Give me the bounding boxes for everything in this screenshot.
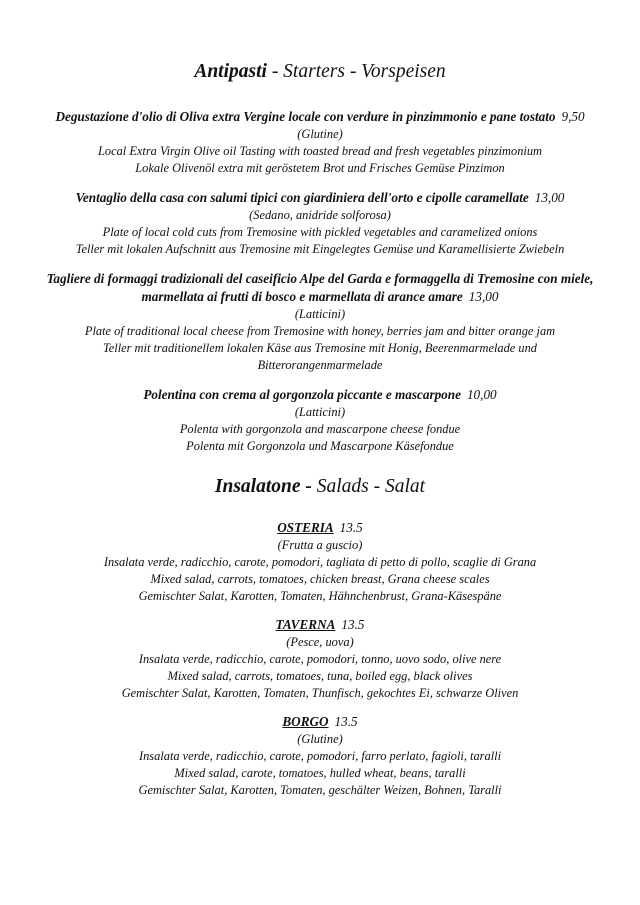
dish-price: 10,00: [466, 387, 497, 402]
dish-allergens: (Sedano, anidride solforosa): [249, 208, 391, 222]
dish-description-en: Plate of traditional local cheese from Tremosine with honey, berries jam and bitter orange jam: [84, 324, 556, 338]
salad-name: OSTERIA: [277, 520, 334, 535]
salad-osteria: [40, 519, 600, 605]
salad-price: 13.5: [341, 617, 365, 632]
salad-allergens: (Pesce, uova): [286, 635, 354, 649]
salad-description-en: Mixed salad, carrots, tomatoes, chicken breast, Grana cheese scales: [150, 572, 490, 586]
dish-polentina: [40, 386, 600, 455]
salad-allergens: (Glutine): [297, 732, 343, 746]
salad-description-de: Gemischter Salat, Karotten, Tomaten, Hähnchenbrust, Grana-Käsespäne: [138, 589, 502, 603]
dish-description-de: Polenta mit Gorgonzola und Mascarpone Käsefondue: [186, 439, 454, 453]
salad-description-it: Insalata verde, radicchio, carote, pomodori, tagliata di petto di pollo, scaglie di Grana: [103, 555, 537, 569]
salad-description-en: Mixed salad, carrots, tomatoes, tuna, boiled egg, black olives: [167, 669, 473, 683]
salad-description-it: Insalata verde, radicchio, carote, pomodori, farro perlato, fagioli, taralli: [138, 749, 502, 763]
dish-description-en: Local Extra Virgin Olive oil Tasting with toasted bread and fresh vegetables pinzimonium: [98, 144, 542, 158]
salad-price: 13.5: [339, 520, 363, 535]
dish-allergens: (Latticini): [294, 405, 346, 419]
salad-description-it: Insalata verde, radicchio, carote, pomodori, tonno, uovo sodo, olive nere: [138, 652, 502, 666]
dish-allergens: (Glutine): [297, 127, 343, 141]
dish-description-de: Teller mit traditionellem lokalen Käse aus Tremosine mit Honig, Beerenmarmelade und Bitterorangenmarmelade: [103, 341, 537, 372]
salad-allergens: (Frutta a guscio): [277, 538, 363, 552]
dish-allergens: (Latticini): [294, 307, 346, 321]
salad-price: 13.5: [334, 714, 358, 729]
dish-description-en: Plate of local cold cuts from Tremosine with pickled vegetables and caramelized onions: [102, 225, 538, 239]
dish-name: Degustazione d'olio di Oliva extra Vergine locale con verdure in pinzimmonio e pane tostato: [55, 109, 556, 124]
salad-name: TAVERNA: [275, 617, 336, 632]
dish-description-de: Teller mit lokalen Aufschnitt aus Tremosine mit Eingelegtes Gemüse und Karamellisierte Zwiebeln: [75, 242, 565, 256]
dish-price: 13,00: [534, 190, 565, 205]
salad-description-de: Gemischter Salat, Karotten, Tomaten, geschälter Weizen, Bohnen, Taralli: [138, 783, 502, 797]
salad-description-de: Gemischter Salat, Karotten, Tomaten, Thunfisch, gekochtes Ei, schwarze Oliven: [121, 686, 519, 700]
dish-name: Polentina con crema al gorgonzola piccante e mascarpone: [143, 387, 461, 402]
salad-taverna: [40, 616, 600, 702]
dish-name: Ventaglio della casa con salumi tipici con giardiniera dell'orto e cipolle caramellate: [75, 190, 529, 205]
dish-price: 13,00: [468, 289, 499, 304]
dish-degustazione-olio: [40, 108, 600, 177]
dish-ventaglio-casa: [40, 189, 600, 258]
salad-borgo: [40, 713, 600, 799]
dish-description-de: Lokale Olivenöl extra mit geröstetem Brot und Frisches Gemüse Pinzimon: [135, 161, 505, 175]
dish-tagliere-formaggi: [40, 270, 600, 374]
dish-name: Tagliere di formaggi tradizionali del caseificio Alpe del Garda e formaggella di Tremosine con miele, marmellata ai frutti di bosco e marmellata di arance amare: [46, 271, 594, 304]
salad-name: BORGO: [282, 714, 329, 729]
dish-price: 9,50: [561, 109, 585, 124]
insalatone-title: Insalatone - Salads - Salat: [214, 476, 426, 497]
dish-description-en: Polenta with gorgonzola and mascarpone cheese fondue: [179, 422, 461, 436]
antipasti-title: Antipasti - Starters - Vorspeisen: [194, 61, 446, 82]
salad-description-en: Mixed salad, carote, tomatoes, hulled wheat, beans, taralli: [174, 766, 466, 780]
